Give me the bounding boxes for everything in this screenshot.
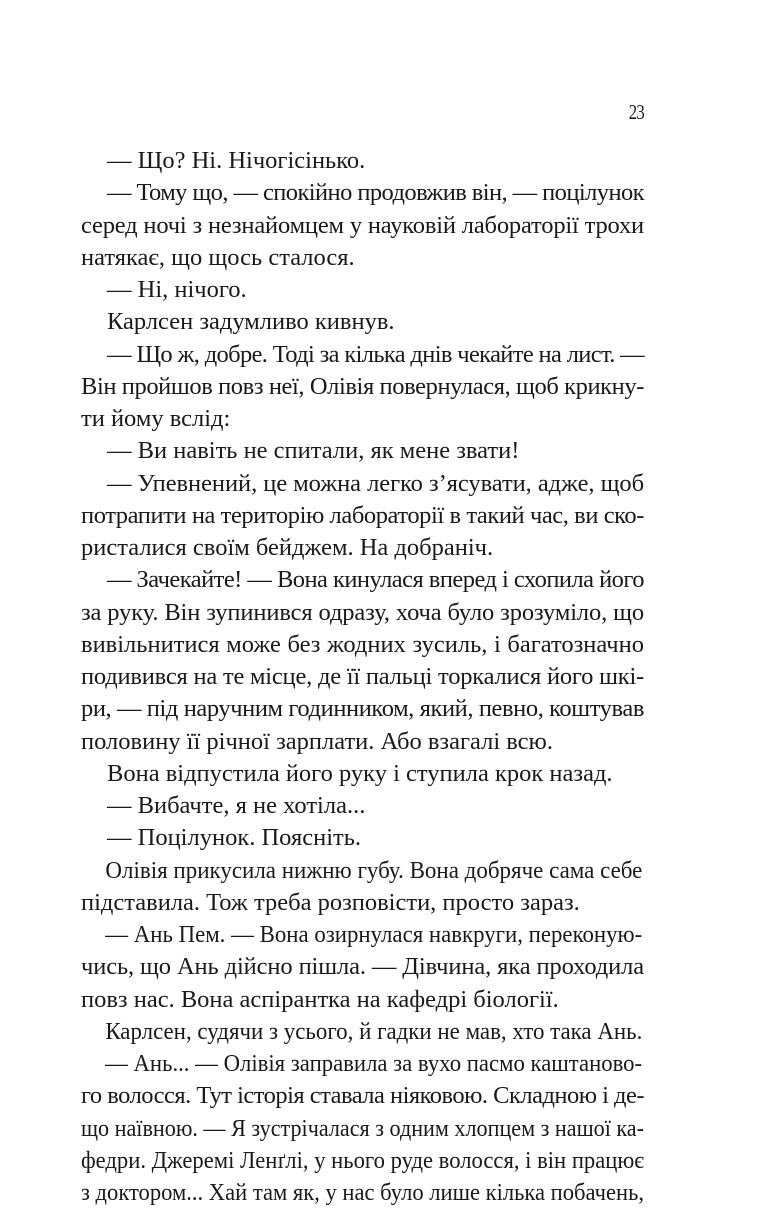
text-line: подивився на те місце, де її пальці торкалися його шкі- — [81, 663, 644, 690]
text-line: за руку. Він зупинився одразу, хоча було зрозуміло, що — [81, 598, 644, 626]
text-line: — Вибачте, я не хотіла... — [107, 792, 366, 819]
text-line: — Ви навіть не спитали, як мене звати! — [107, 437, 520, 465]
text-line: — Ань... — Олівія заправила за вухо пасмо каштаново- — [105, 1050, 643, 1077]
text-line: — Що? Ні. Нічогісінько. — [107, 147, 366, 174]
text-line: — Ань Пем. — Вона озирнулася навкруги, переконую- — [105, 921, 643, 948]
text-line: федри. Джеремі Ленґлі, у нього руде волосся, і він працює — [81, 1146, 644, 1174]
text-line: Карлсен, судячи з усього, й гадки не мав, хто така Ань. — [105, 1017, 643, 1045]
text-line: — Тому що, — спокійно продовжив він, — поцілунок — [107, 179, 644, 207]
text-line: потрапити на територію лабораторії в такий час, ви ско- — [81, 501, 644, 529]
text-line: Карлсен задумливо кивнув. — [107, 308, 395, 336]
text-line: Олівія прикусила нижню губу. Вона добряче сама себе — [105, 856, 643, 884]
text-line: Він пройшов повз неї, Олівія повернулася, щоб крикну- — [81, 372, 644, 400]
text-line: — Упевнений, це можна легко з’ясувати, адже, щоб — [107, 469, 644, 497]
text-line: — Ні, нічого. — [107, 276, 247, 303]
text-line: ри, — під наручним годинником, який, певно, коштував — [81, 695, 644, 723]
text-line: — Зачекайте! — Вона кинулася вперед і схопила його — [107, 566, 644, 594]
page-number: 23 — [628, 100, 644, 124]
text-line: підставила. Тож треба розповісти, просто зараз. — [81, 888, 580, 916]
text-line: повз нас. Вона аспірантка на кафедрі біології. — [81, 985, 559, 1013]
text-line: з доктором... Хай там як, у нас було лише кілька побачень, — [81, 1179, 644, 1206]
text-line: половину її річної зарплати. Або взагалі всю. — [81, 727, 553, 755]
text-line: ристалися своїм бейджем. На добраніч. — [81, 534, 494, 561]
text-line: — Поцілунок. Поясніть. — [107, 824, 362, 852]
text-line: чись, що Ань дійсно пішла. — Дівчина, яка проходила — [81, 953, 644, 981]
text-line: Вона відпустила його руку і ступила крок назад. — [107, 759, 613, 787]
text-line: натякає, що щось сталося. — [81, 243, 355, 271]
text-line: серед ночі з незнайомцем у науковій лабораторії трохи — [81, 211, 644, 239]
text-line: що наївною. — Я зустрічалася з одним хлопцем з нашої ка- — [81, 1114, 644, 1142]
text-line: ти йому вслід: — [81, 405, 231, 432]
text-line: вивільнитися може без жодних зусиль, і багатозначно — [81, 630, 644, 658]
text-line: го волосся. Тут історія ставала ніяковою. Складною і де- — [81, 1082, 644, 1110]
body-text — [81, 145, 644, 1209]
text-line: — Що ж, добре. Тоді за кілька днів чекайте на лист. — — [107, 340, 644, 368]
